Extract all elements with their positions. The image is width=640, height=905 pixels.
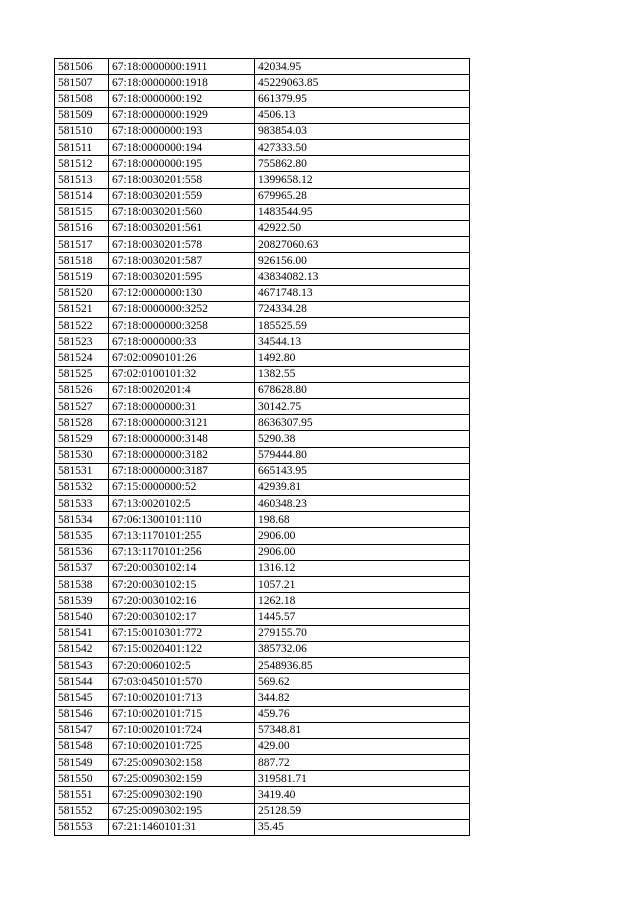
cadastral-number-cell: 67:20:0030102:14 — [109, 560, 255, 576]
value-cell: 2906.00 — [255, 544, 470, 560]
row-number-cell: 581520 — [55, 285, 109, 301]
table-row — [55, 334, 470, 350]
value-cell: 57348.81 — [255, 722, 470, 738]
value-cell: 665143.95 — [255, 463, 470, 479]
row-number-cell: 581522 — [55, 318, 109, 334]
table-row — [55, 787, 470, 803]
row-number-cell: 581510 — [55, 123, 109, 139]
cadastral-number-cell: 67:10:0020101:725 — [109, 738, 255, 754]
value-cell: 1445.57 — [255, 609, 470, 625]
table-row — [55, 803, 470, 819]
row-number-cell: 581539 — [55, 593, 109, 609]
cadastral-number-cell: 67:15:0010301:772 — [109, 625, 255, 641]
value-cell: 1057.21 — [255, 577, 470, 593]
value-cell: 1382.55 — [255, 366, 470, 382]
table-row — [55, 577, 470, 593]
row-number-cell: 581550 — [55, 771, 109, 787]
value-cell: 45229063.85 — [255, 75, 470, 91]
value-cell: 678628.80 — [255, 382, 470, 398]
row-number-cell: 581528 — [55, 415, 109, 431]
row-number-cell: 581541 — [55, 625, 109, 641]
value-cell: 1492.80 — [255, 350, 470, 366]
value-cell: 3419.40 — [255, 787, 470, 803]
table-row — [55, 107, 470, 123]
table-row — [55, 139, 470, 155]
cadastral-number-cell: 67:06:1300101:110 — [109, 512, 255, 528]
table-row — [55, 560, 470, 576]
cadastral-number-cell: 67:13:0020102:5 — [109, 496, 255, 512]
value-cell: 25128.59 — [255, 803, 470, 819]
table-row — [55, 722, 470, 738]
value-cell: 42922.50 — [255, 220, 470, 236]
row-number-cell: 581521 — [55, 301, 109, 317]
row-number-cell: 581525 — [55, 366, 109, 382]
row-number-cell: 581545 — [55, 690, 109, 706]
row-number-cell: 581535 — [55, 528, 109, 544]
row-number-cell: 581547 — [55, 722, 109, 738]
row-number-cell: 581506 — [55, 59, 109, 75]
row-number-cell: 581536 — [55, 544, 109, 560]
table-row — [55, 301, 470, 317]
cadastral-number-cell: 67:20:0060102:5 — [109, 657, 255, 673]
cadastral-number-cell: 67:15:0020401:122 — [109, 641, 255, 657]
table-row — [55, 366, 470, 382]
row-number-cell: 581526 — [55, 382, 109, 398]
value-cell: 34544.13 — [255, 334, 470, 350]
value-cell: 43834082.13 — [255, 269, 470, 285]
cadastral-number-cell: 67:18:0030201:587 — [109, 253, 255, 269]
row-number-cell: 581534 — [55, 512, 109, 528]
value-cell: 5290.38 — [255, 431, 470, 447]
cadastral-number-cell: 67:12:0000000:130 — [109, 285, 255, 301]
table-row — [55, 269, 470, 285]
row-number-cell: 581527 — [55, 398, 109, 414]
table-row — [55, 123, 470, 139]
table-row — [55, 657, 470, 673]
value-cell: 983854.03 — [255, 123, 470, 139]
cadastral-number-cell: 67:15:0000000:52 — [109, 479, 255, 495]
cadastral-number-cell: 67:18:0020201:4 — [109, 382, 255, 398]
value-cell: 724334.28 — [255, 301, 470, 317]
cadastral-number-cell: 67:03:0450101:570 — [109, 674, 255, 690]
row-number-cell: 581537 — [55, 560, 109, 576]
cadastral-number-cell: 67:18:0030201:561 — [109, 220, 255, 236]
cadastral-number-cell: 67:18:0000000:1929 — [109, 107, 255, 123]
cadastral-number-cell: 67:18:0000000:193 — [109, 123, 255, 139]
value-cell: 1399658.12 — [255, 172, 470, 188]
table-row — [55, 447, 470, 463]
table-row — [55, 593, 470, 609]
value-cell: 319581.71 — [255, 771, 470, 787]
table-row — [55, 415, 470, 431]
cadastral-number-cell: 67:18:0000000:3182 — [109, 447, 255, 463]
row-number-cell: 581518 — [55, 253, 109, 269]
value-cell: 42939.81 — [255, 479, 470, 495]
row-number-cell: 581532 — [55, 479, 109, 495]
value-cell: 755862.80 — [255, 156, 470, 172]
table-row — [55, 172, 470, 188]
value-cell: 459.76 — [255, 706, 470, 722]
table-row — [55, 690, 470, 706]
value-cell: 661379.95 — [255, 91, 470, 107]
cadastral-number-cell: 67:18:0000000:3121 — [109, 415, 255, 431]
row-number-cell: 581538 — [55, 577, 109, 593]
table-row — [55, 350, 470, 366]
table-row — [55, 738, 470, 754]
cadastral-number-cell: 67:18:0000000:33 — [109, 334, 255, 350]
cadastral-number-cell: 67:18:0000000:3148 — [109, 431, 255, 447]
table-row — [55, 755, 470, 771]
row-number-cell: 581513 — [55, 172, 109, 188]
value-cell: 4671748.13 — [255, 285, 470, 301]
table-row — [55, 318, 470, 334]
row-number-cell: 581543 — [55, 657, 109, 673]
value-cell: 926156.00 — [255, 253, 470, 269]
cadastral-number-cell: 67:18:0000000:194 — [109, 139, 255, 155]
table-body — [55, 59, 470, 836]
row-number-cell: 581516 — [55, 220, 109, 236]
cadastral-number-cell: 67:25:0090302:190 — [109, 787, 255, 803]
cadastral-number-cell: 67:10:0020101:713 — [109, 690, 255, 706]
table-row — [55, 609, 470, 625]
table-row — [55, 285, 470, 301]
cadastral-number-cell: 67:18:0000000:31 — [109, 398, 255, 414]
cadastral-number-cell: 67:10:0020101:715 — [109, 706, 255, 722]
cadastral-number-cell: 67:18:0030201:578 — [109, 237, 255, 253]
value-cell: 279155.70 — [255, 625, 470, 641]
row-number-cell: 581511 — [55, 139, 109, 155]
row-number-cell: 581519 — [55, 269, 109, 285]
cadastral-number-cell: 67:18:0000000:195 — [109, 156, 255, 172]
cadastral-number-cell: 67:10:0020101:724 — [109, 722, 255, 738]
row-number-cell: 581549 — [55, 755, 109, 771]
value-cell: 569.62 — [255, 674, 470, 690]
value-cell: 1483544.95 — [255, 204, 470, 220]
cadastral-number-cell: 67:20:0030102:15 — [109, 577, 255, 593]
row-number-cell: 581514 — [55, 188, 109, 204]
row-number-cell: 581544 — [55, 674, 109, 690]
value-cell: 35.45 — [255, 819, 470, 835]
value-cell: 30142.75 — [255, 398, 470, 414]
row-number-cell: 581509 — [55, 107, 109, 123]
row-number-cell: 581524 — [55, 350, 109, 366]
value-cell: 460348.23 — [255, 496, 470, 512]
cadastral-number-cell: 67:18:0000000:1911 — [109, 59, 255, 75]
table-row — [55, 431, 470, 447]
cadastral-number-cell: 67:18:0000000:3187 — [109, 463, 255, 479]
table-row — [55, 479, 470, 495]
row-number-cell: 581512 — [55, 156, 109, 172]
cadastral-number-cell: 67:20:0030102:16 — [109, 593, 255, 609]
cadastral-number-cell: 67:18:0030201:559 — [109, 188, 255, 204]
table-row — [55, 641, 470, 657]
row-number-cell: 581508 — [55, 91, 109, 107]
table-row — [55, 463, 470, 479]
value-cell: 579444.80 — [255, 447, 470, 463]
cadastral-number-cell: 67:25:0090302:158 — [109, 755, 255, 771]
cadastral-number-cell: 67:18:0000000:192 — [109, 91, 255, 107]
cadastral-number-cell: 67:20:0030102:17 — [109, 609, 255, 625]
table-row — [55, 75, 470, 91]
table-row — [55, 382, 470, 398]
row-number-cell: 581523 — [55, 334, 109, 350]
row-number-cell: 581542 — [55, 641, 109, 657]
table-row — [55, 674, 470, 690]
row-number-cell: 581507 — [55, 75, 109, 91]
row-number-cell: 581540 — [55, 609, 109, 625]
value-cell: 20827060.63 — [255, 237, 470, 253]
table-row — [55, 237, 470, 253]
cadastral-number-cell: 67:18:0000000:3252 — [109, 301, 255, 317]
cadastral-number-cell: 67:02:0100101:32 — [109, 366, 255, 382]
row-number-cell: 581531 — [55, 463, 109, 479]
cadastral-number-cell: 67:25:0090302:159 — [109, 771, 255, 787]
value-cell: 429.00 — [255, 738, 470, 754]
table-row — [55, 220, 470, 236]
table-row — [55, 512, 470, 528]
row-number-cell: 581530 — [55, 447, 109, 463]
row-number-cell: 581533 — [55, 496, 109, 512]
table-row — [55, 771, 470, 787]
value-cell: 1262.18 — [255, 593, 470, 609]
cadastral-number-cell: 67:21:1460101:31 — [109, 819, 255, 835]
table-row — [55, 204, 470, 220]
value-cell: 4506.13 — [255, 107, 470, 123]
value-cell: 887.72 — [255, 755, 470, 771]
cadastral-number-cell: 67:18:0030201:558 — [109, 172, 255, 188]
cadastral-number-cell: 67:18:0030201:560 — [109, 204, 255, 220]
table-row — [55, 398, 470, 414]
table-row — [55, 544, 470, 560]
value-cell: 2906.00 — [255, 528, 470, 544]
table-row — [55, 496, 470, 512]
value-cell: 198.68 — [255, 512, 470, 528]
cadastral-number-cell: 67:13:1170101:256 — [109, 544, 255, 560]
cadastral-value-table — [54, 58, 470, 836]
value-cell: 2548936.85 — [255, 657, 470, 673]
row-number-cell: 581552 — [55, 803, 109, 819]
row-number-cell: 581548 — [55, 738, 109, 754]
row-number-cell: 581517 — [55, 237, 109, 253]
cadastral-number-cell: 67:18:0000000:3258 — [109, 318, 255, 334]
table-row — [55, 91, 470, 107]
table-row — [55, 253, 470, 269]
row-number-cell: 581515 — [55, 204, 109, 220]
value-cell: 385732.06 — [255, 641, 470, 657]
table-row — [55, 188, 470, 204]
table-row — [55, 156, 470, 172]
row-number-cell: 581551 — [55, 787, 109, 803]
cadastral-number-cell: 67:18:0000000:1918 — [109, 75, 255, 91]
row-number-cell: 581529 — [55, 431, 109, 447]
value-cell: 427333.50 — [255, 139, 470, 155]
value-cell: 1316.12 — [255, 560, 470, 576]
cadastral-number-cell: 67:13:1170101:255 — [109, 528, 255, 544]
value-cell: 42034.95 — [255, 59, 470, 75]
table-row — [55, 59, 470, 75]
table-row — [55, 819, 470, 835]
table-row — [55, 706, 470, 722]
cadastral-number-cell: 67:18:0030201:595 — [109, 269, 255, 285]
value-cell: 344.82 — [255, 690, 470, 706]
row-number-cell: 581546 — [55, 706, 109, 722]
row-number-cell: 581553 — [55, 819, 109, 835]
table-row — [55, 528, 470, 544]
value-cell: 8636307.95 — [255, 415, 470, 431]
value-cell: 679965.28 — [255, 188, 470, 204]
value-cell: 185525.59 — [255, 318, 470, 334]
table-row — [55, 625, 470, 641]
cadastral-number-cell: 67:25:0090302:195 — [109, 803, 255, 819]
cadastral-number-cell: 67:02:0090101:26 — [109, 350, 255, 366]
